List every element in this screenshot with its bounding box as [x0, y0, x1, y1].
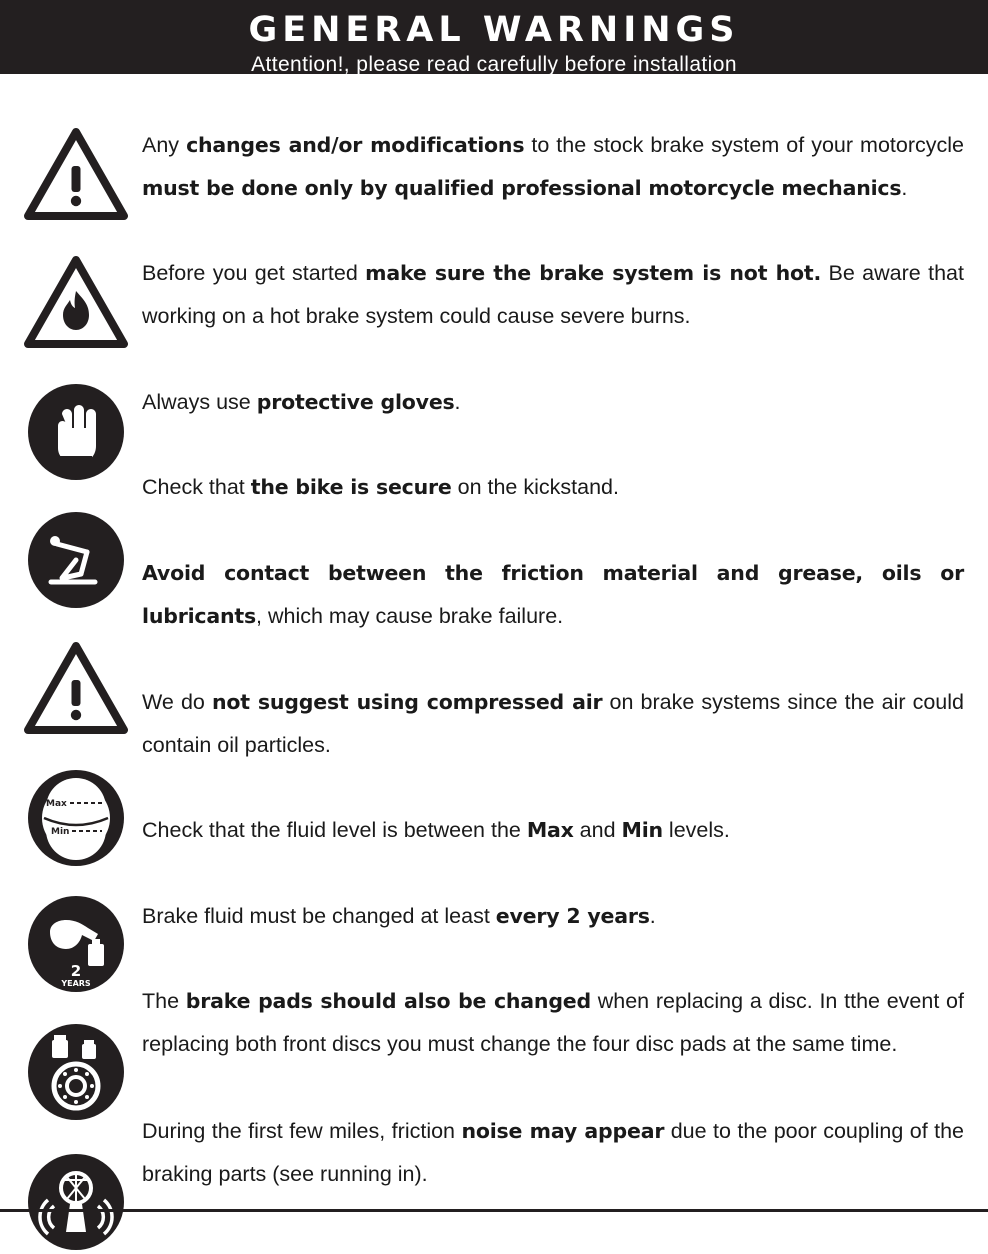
warning-triangle-exclamation-icon	[24, 122, 128, 226]
warning-text-1: Any changes and/or modifications to the stock brake system of your motorcycle must be done only by qualified professional motorcycle mechanics.	[142, 133, 964, 200]
warning-triangle-flame-icon	[24, 250, 128, 354]
protective-glove-icon-svg	[24, 380, 128, 484]
footer-divider	[0, 1209, 988, 1212]
years-word: YEARS	[61, 979, 91, 988]
warning-triangle-flame-icon-svg	[24, 250, 128, 354]
years-number: 2	[70, 962, 82, 980]
motorcycle-kickstand-icon	[24, 508, 128, 612]
warning-text-9: The brake pads should also be changed when replacing a disc. In tthe event of replacing both front discs you must change the four disc pads at the same time.	[142, 989, 964, 1056]
brake-noise-icon	[24, 1150, 128, 1254]
disc-and-pads-icon-svg	[24, 1020, 128, 1124]
svg-text:Min: Min	[51, 827, 70, 837]
warning-text-5: Avoid contact between the friction material and grease, oils or lubricants, which may cause brake failure.	[142, 561, 964, 628]
brake-noise-icon-svg	[24, 1150, 128, 1254]
warning-triangle-exclamation-icon-svg-2	[24, 636, 128, 740]
warning-text-4: Check that the bike is secure on the kickstand.	[142, 475, 619, 499]
disc-and-pads-icon	[24, 1020, 128, 1124]
warning-text-3: Always use protective gloves.	[142, 390, 461, 414]
warning-triangle-exclamation-icon	[24, 636, 128, 740]
warning-text-8: Brake fluid must be changed at least every 2 years.	[142, 904, 656, 928]
svg-text:Max: Max	[46, 799, 67, 809]
warning-text-6: We do not suggest using compressed air on brake systems since the air could contain oil particles.	[142, 690, 964, 757]
warning-text-7: Check that the fluid level is between the Max and Min levels.	[142, 818, 730, 842]
page-header	[0, 0, 988, 74]
fluid-reservoir-max-min-icon	[24, 766, 128, 870]
page-subtitle: Attention!, please read carefully before installation	[251, 53, 737, 76]
brake-fluid-2-years-icon	[24, 892, 128, 996]
protective-glove-icon	[24, 380, 128, 484]
motorcycle-kickstand-icon-svg	[24, 508, 128, 612]
warning-triangle-exclamation-icon-svg	[24, 122, 128, 226]
warning-text-2: Before you get started make sure the brake system is not hot. Be aware that working on a hot brake system could cause severe burns.	[142, 261, 964, 328]
brake-fluid-2-years-icon-svg	[24, 892, 128, 996]
fluid-reservoir-max-min-icon-svg	[24, 766, 128, 870]
warning-text-10: During the first few miles, friction noise may appear due to the poor coupling of the braking parts (see running in).	[142, 1119, 964, 1186]
page-title: GENERAL WARNINGS	[248, 10, 740, 50]
